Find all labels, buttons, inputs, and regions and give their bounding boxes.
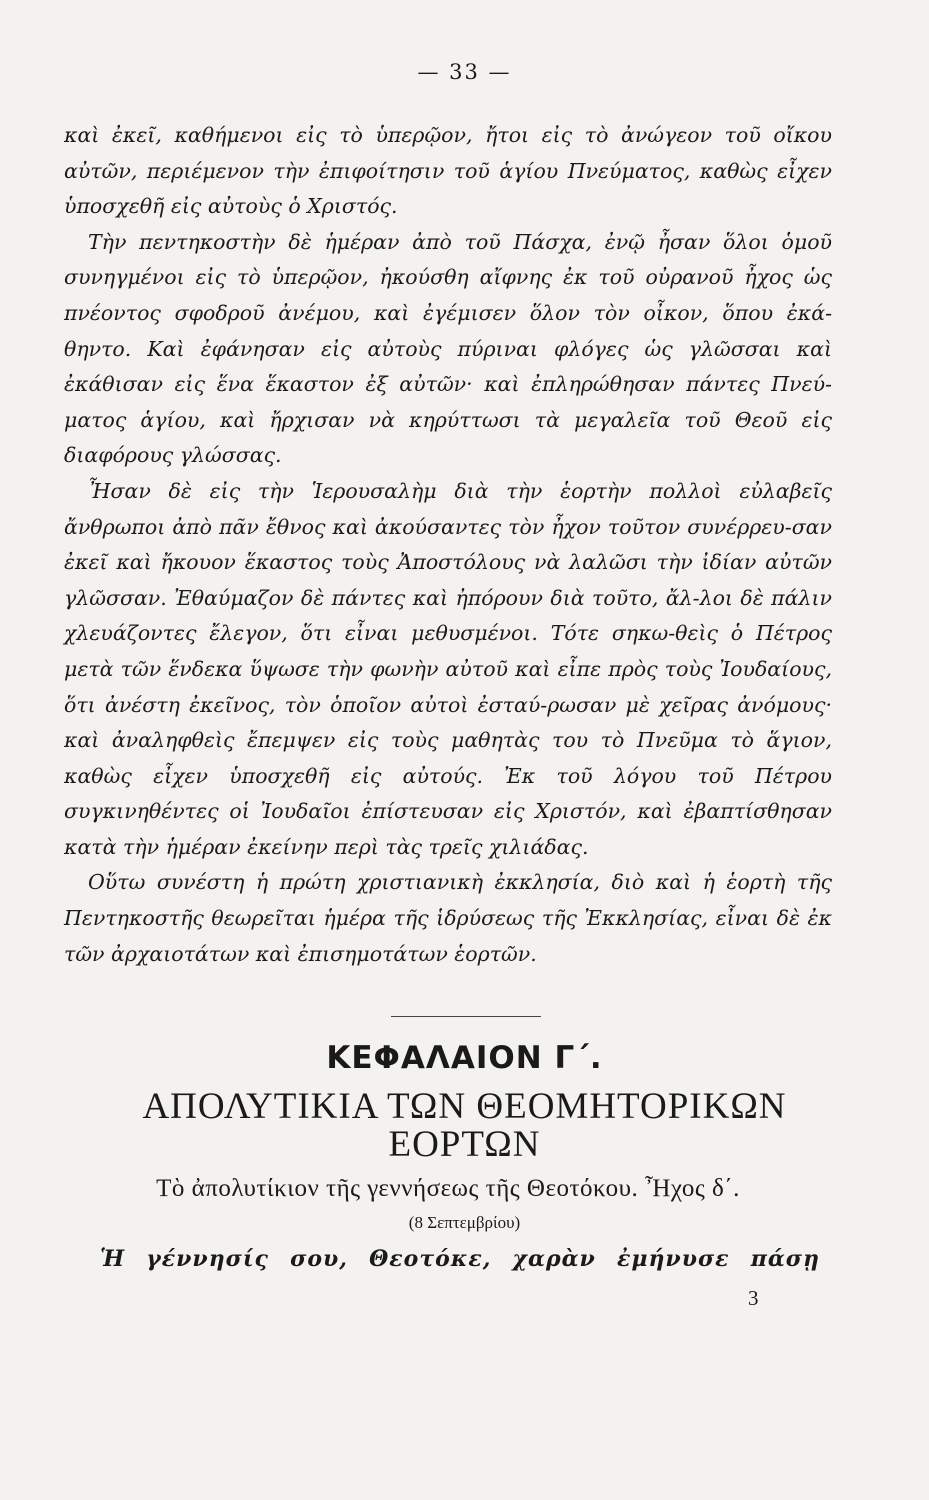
paragraph-church: Οὕτω συνέστη ἡ πρώτη χριστιανικὴ ἐκκλησία, διὸ καὶ ἡ ἑορτὴ τῆς Πεντηκοστῆς θεωρεῖται ἡμέρα τῆς ἱδρύσεως τῆς Ἐκκλησίας, εἶναι δὲ ἐκ τῶν ἀρχαιοτάτων καὶ ἐπισημοτάτων ἑορτῶν. [64, 870, 832, 966]
chapter-title [60, 1088, 869, 1164]
signature-mark: 3 [748, 1286, 759, 1310]
chapter-label: ΚΕΦΑΛΑΙΟΝ Γ΄. [326, 1040, 603, 1076]
paragraph-jerusalem: Ἦσαν δὲ εἰς τὴν Ἱερουσαλὴμ διὰ τὴν ἑορτὴν πολλοὶ εὐλαβεῖς ἄνθρωποι ἀπὸ πᾶν ἔθνος καὶ ἀκούσαντες τὸν ἦχον τοῦτον συνέρρευ-σαν ἐκεῖ καὶ ἤκουον ἕκαστος τοὺς Ἀποστόλους νὰ λαλῶσι τὴν ἰδίαν αὐτῶν γλῶσσαν. Ἐθαύμαζον δὲ πάντες καὶ ἠπόρουν διὰ τοῦτο, ἄλ-λοι δὲ πάλιν χλευάζοντες ἔλεγον, ὅτι εἶναι μεθυσμένοι. Τότε σηκω-θεὶς ὁ Πέτρος μετὰ τῶν ἕνδεκα ὕψωσε τὴν φωνὴν αὐτοῦ καὶ εἶπε πρὸς τοὺς Ἰουδαίους, ὅτι ἀνέστη ἐκεῖνος, τὸν ὁποῖον αὐτοὶ ἐσταύ-ρωσαν μὲ χεῖρας ἀνόμους· καὶ ἀναληφθεὶς ἔπεμψεν εἰς τοὺς μαθητὰς του τὸ Πνεῦμα τὸ ἅγιον, καθὼς εἶχεν ὑποσχεθῆ εἰς αὐτούς. Ἐκ τοῦ λόγου τοῦ Πέτρου συγκινηθέντες οἱ Ἰουδαῖοι ἐπίστευσαν εἰς Χριστόν, καὶ ἐβαπτίσθησαν κατὰ τὴν ἡμέραν ἐκείνην περὶ τὰς τρεῖς χιλιάδας. [64, 478, 832, 859]
paragraph-pentecost: Τὴν πεντηκοστὴν δὲ ἡμέραν ἀπὸ τοῦ Πάσχα, ἐνῷ ἦσαν ὅλοι ὁμοῦ συνηγμένοι εἰς τὸ ὑπερῷον, ἠκούσθη αἴφνης ἐκ τοῦ οὐρανοῦ ἦχος ὡς πνέοντος σφοδροῦ ἀνέμου, καὶ ἐγέμισεν ὅλον τὸν οἶκον, ὅπου ἐκά-θηντο. Καὶ ἐφάνησαν εἰς αὐτοὺς πύριναι φλόγες ὡς γλῶσσαι καὶ ἐκάθισαν εἰς ἕνα ἕκαστον ἐξ αὐτῶν· καὶ ἐπληρώθησαν πάντες Πνεύ-ματος ἁγίου, καὶ ἤρχισαν νὰ κηρύττωσι τὰ μεγαλεῖα τοῦ Θεοῦ εἰς διαφόρους γλώσσας. [64, 229, 832, 468]
chapter-title-line-1: ΑΠΟΛΥΤΙΚΙΑ ΤΩΝ ΘΕΟΜΗΤΟΡΙΚΩΝ [142, 1086, 787, 1127]
hymn-first-line: Ἡ γέννησίς σου, Θεοτόκε, χαρὰν ἐμήνυσε πάσῃ [100, 1246, 820, 1272]
hymn-date: (8 Σεπτεμβρίου) [408, 1213, 521, 1232]
page-number: — 33 — [417, 60, 512, 84]
chapter-title-line-2: ΕΟΡΤΩΝ [388, 1124, 541, 1165]
body-text [64, 118, 832, 972]
paragraph-continuation: καὶ ἐκεῖ, καθήμενοι εἰς τὸ ὑπερῷον, ἤτοι εἰς τὸ ἀνώγεον τοῦ οἴκου αὐτῶν, περιέμενον τὴν ἐπιφοίτησιν τοῦ ἁγίου Πνεύματος, καθὼς εἶχεν ὑποσχεθῆ εἰς αὐτοὺς ὁ Χριστός. [64, 123, 832, 219]
section-divider [391, 1016, 541, 1017]
hymn-title: Τὸ ἀπολυτίκιον τῆς γεννήσεως τῆς Θεοτόκου. Ἦχος δ΄. [156, 1175, 740, 1202]
